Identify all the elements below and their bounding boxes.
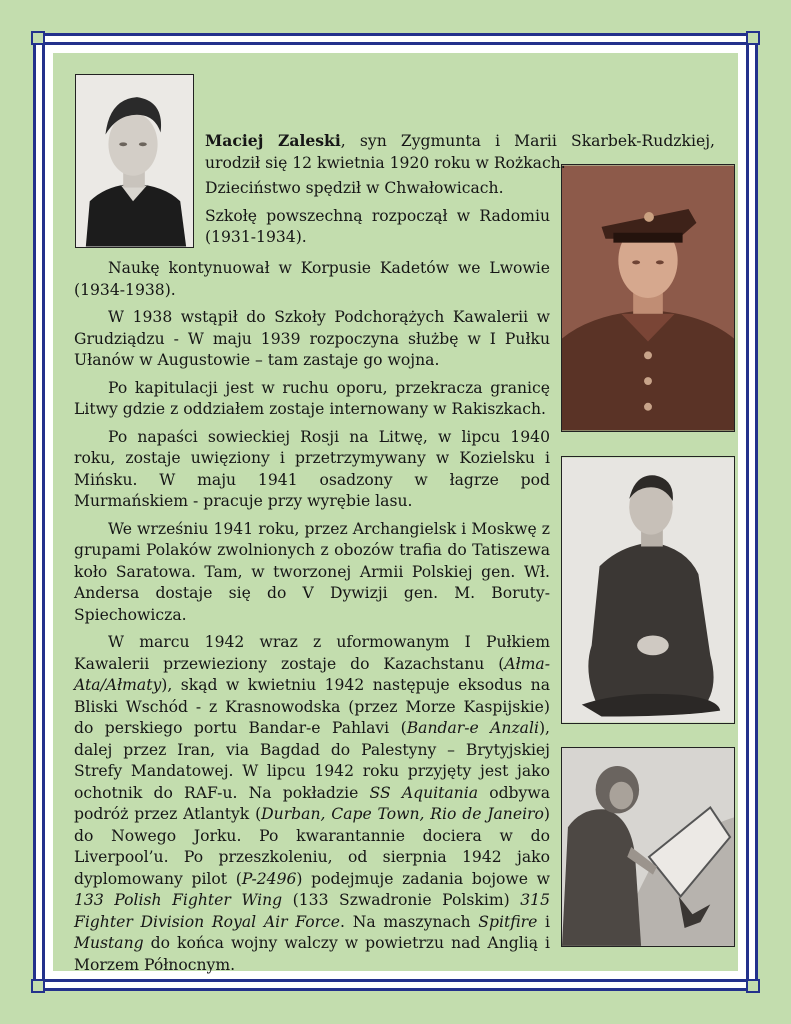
- cadets-paragraph: Naukę kontynuował w Korpusie Kadetów we Lwowie (1934-1938).: [74, 259, 550, 299]
- march-italic: Ałma-Ata/Ałmaty: [74, 654, 550, 694]
- bio-intro-paragraph: [205, 130, 715, 174]
- corner-ornament: [746, 31, 760, 45]
- march-text: ) podejmuje zadania bojowe w: [296, 869, 551, 888]
- march-text: ), dalej przez Iran, via Bagdad do Palestyny – Brytyjskiej Strefy Mandatowej. W lipcu 1942 roku przyjęty jest jako ochotnik do RAF-u. Na pokładzie: [74, 719, 550, 802]
- march-italic: Spitfire: [478, 912, 538, 931]
- bio-intro-text: , syn Zygmunta i Marii Skarbek-Rudzkiej, urodził się 12 kwietnia 1920 roku w Rożkach.: [205, 132, 715, 172]
- cavalry-paragraph: W 1938 wstąpił do Szkoły Podchorążych Kawalerii w Grudziądzu - W maju 1939 rozpoczyna służbę w I Pułku Ułanów w Augustowie – tam zastaje go wojna.: [74, 308, 550, 369]
- portrait-uniform-photo: [561, 164, 735, 432]
- march-text: do końca wojny walczy w powietrzu nad Anglią i Morzem Północnym.: [74, 934, 550, 974]
- anders-paragraph: We wrześniu 1941 roku, przez Archangielsk i Moskwę z grupami Polaków zwolnionych z obozów trafia do Tatiszewa koło Saratowa. Tam, w tworzonej Armii Polskiej gen. Wł. Andersa dostaje się do V Dywizji gen. M. Boruty-Spiechowicza.: [74, 519, 550, 624]
- bio-main-block: [74, 258, 550, 982]
- person-name: Maciej Zaleski: [205, 131, 341, 150]
- march-text: (133 Szwadronie Polskim): [282, 891, 521, 909]
- corner-ornament: [31, 31, 45, 45]
- pilot-cockpit-photo: [561, 747, 735, 947]
- corner-ornament: [31, 979, 45, 993]
- march-italic: Mustang: [74, 934, 144, 952]
- march-paragraph: [74, 632, 550, 976]
- march-text: . Na maszynach: [340, 912, 479, 931]
- kneeling-snow-photo: [561, 456, 735, 724]
- soviet-paragraph: Po napaści sowieckiej Rosji na Litwę, w lipcu 1940 roku, zostaje uwięziony i przetrzymywany w Kozielsku i Mińsku. W maju 1941 osadzony w łagrze pod Murmańskiem - pracuje przy wyrębie lasu.: [74, 427, 550, 510]
- march-text: i: [537, 912, 551, 931]
- march-italic: Durban, Cape Town, Rio de Janeiro: [261, 805, 544, 823]
- march-text: odbywa podróż przez Atlantyk (: [74, 783, 550, 823]
- resistance-paragraph: Po kapitulacji jest w ruchu oporu, przekracza granicę Litwy gdzie z oddziałem zostaje internowany w Rakiszkach.: [74, 378, 550, 418]
- portrait-cadet-photo: [75, 74, 194, 248]
- march-italic: 315 Fighter Division Royal Air Force: [74, 891, 550, 931]
- march-italic: 133 Polish Fighter Wing: [74, 891, 283, 909]
- bio-intro-block: [205, 130, 715, 179]
- march-italic: Bandar-e Anzali: [406, 719, 539, 737]
- march-text: W marcu 1942 wraz z uformowanym I Pułkiem Kawalerii przewieziony zostaje do Kazachstanu (: [74, 633, 550, 673]
- march-italic: P-2496: [241, 869, 297, 888]
- march-italic: SS Aquitania: [369, 783, 478, 802]
- childhood-paragraph: Dzieciństwo spędził w Chwałowicach.: [205, 179, 504, 197]
- corner-ornament: [746, 979, 760, 993]
- march-text: ), skąd w kwietniu 1942 następuje eksodus na Bliski Wschód - z Krasnowodska (przez Morze Kaspijskie) do perskiego portu Bandar-e Pahlavi (: [74, 676, 550, 737]
- bio-early-block: [205, 178, 550, 255]
- school-paragraph: Szkołę powszechną rozpoczął w Radomiu (1931-1934).: [205, 206, 550, 246]
- march-text: ) do Nowego Jorku. Po kwarantannie dociera w do Liverpool’u. Po przeszkoleniu, od sierpnia 1942 jako dyplomowany pilot (: [74, 805, 550, 888]
